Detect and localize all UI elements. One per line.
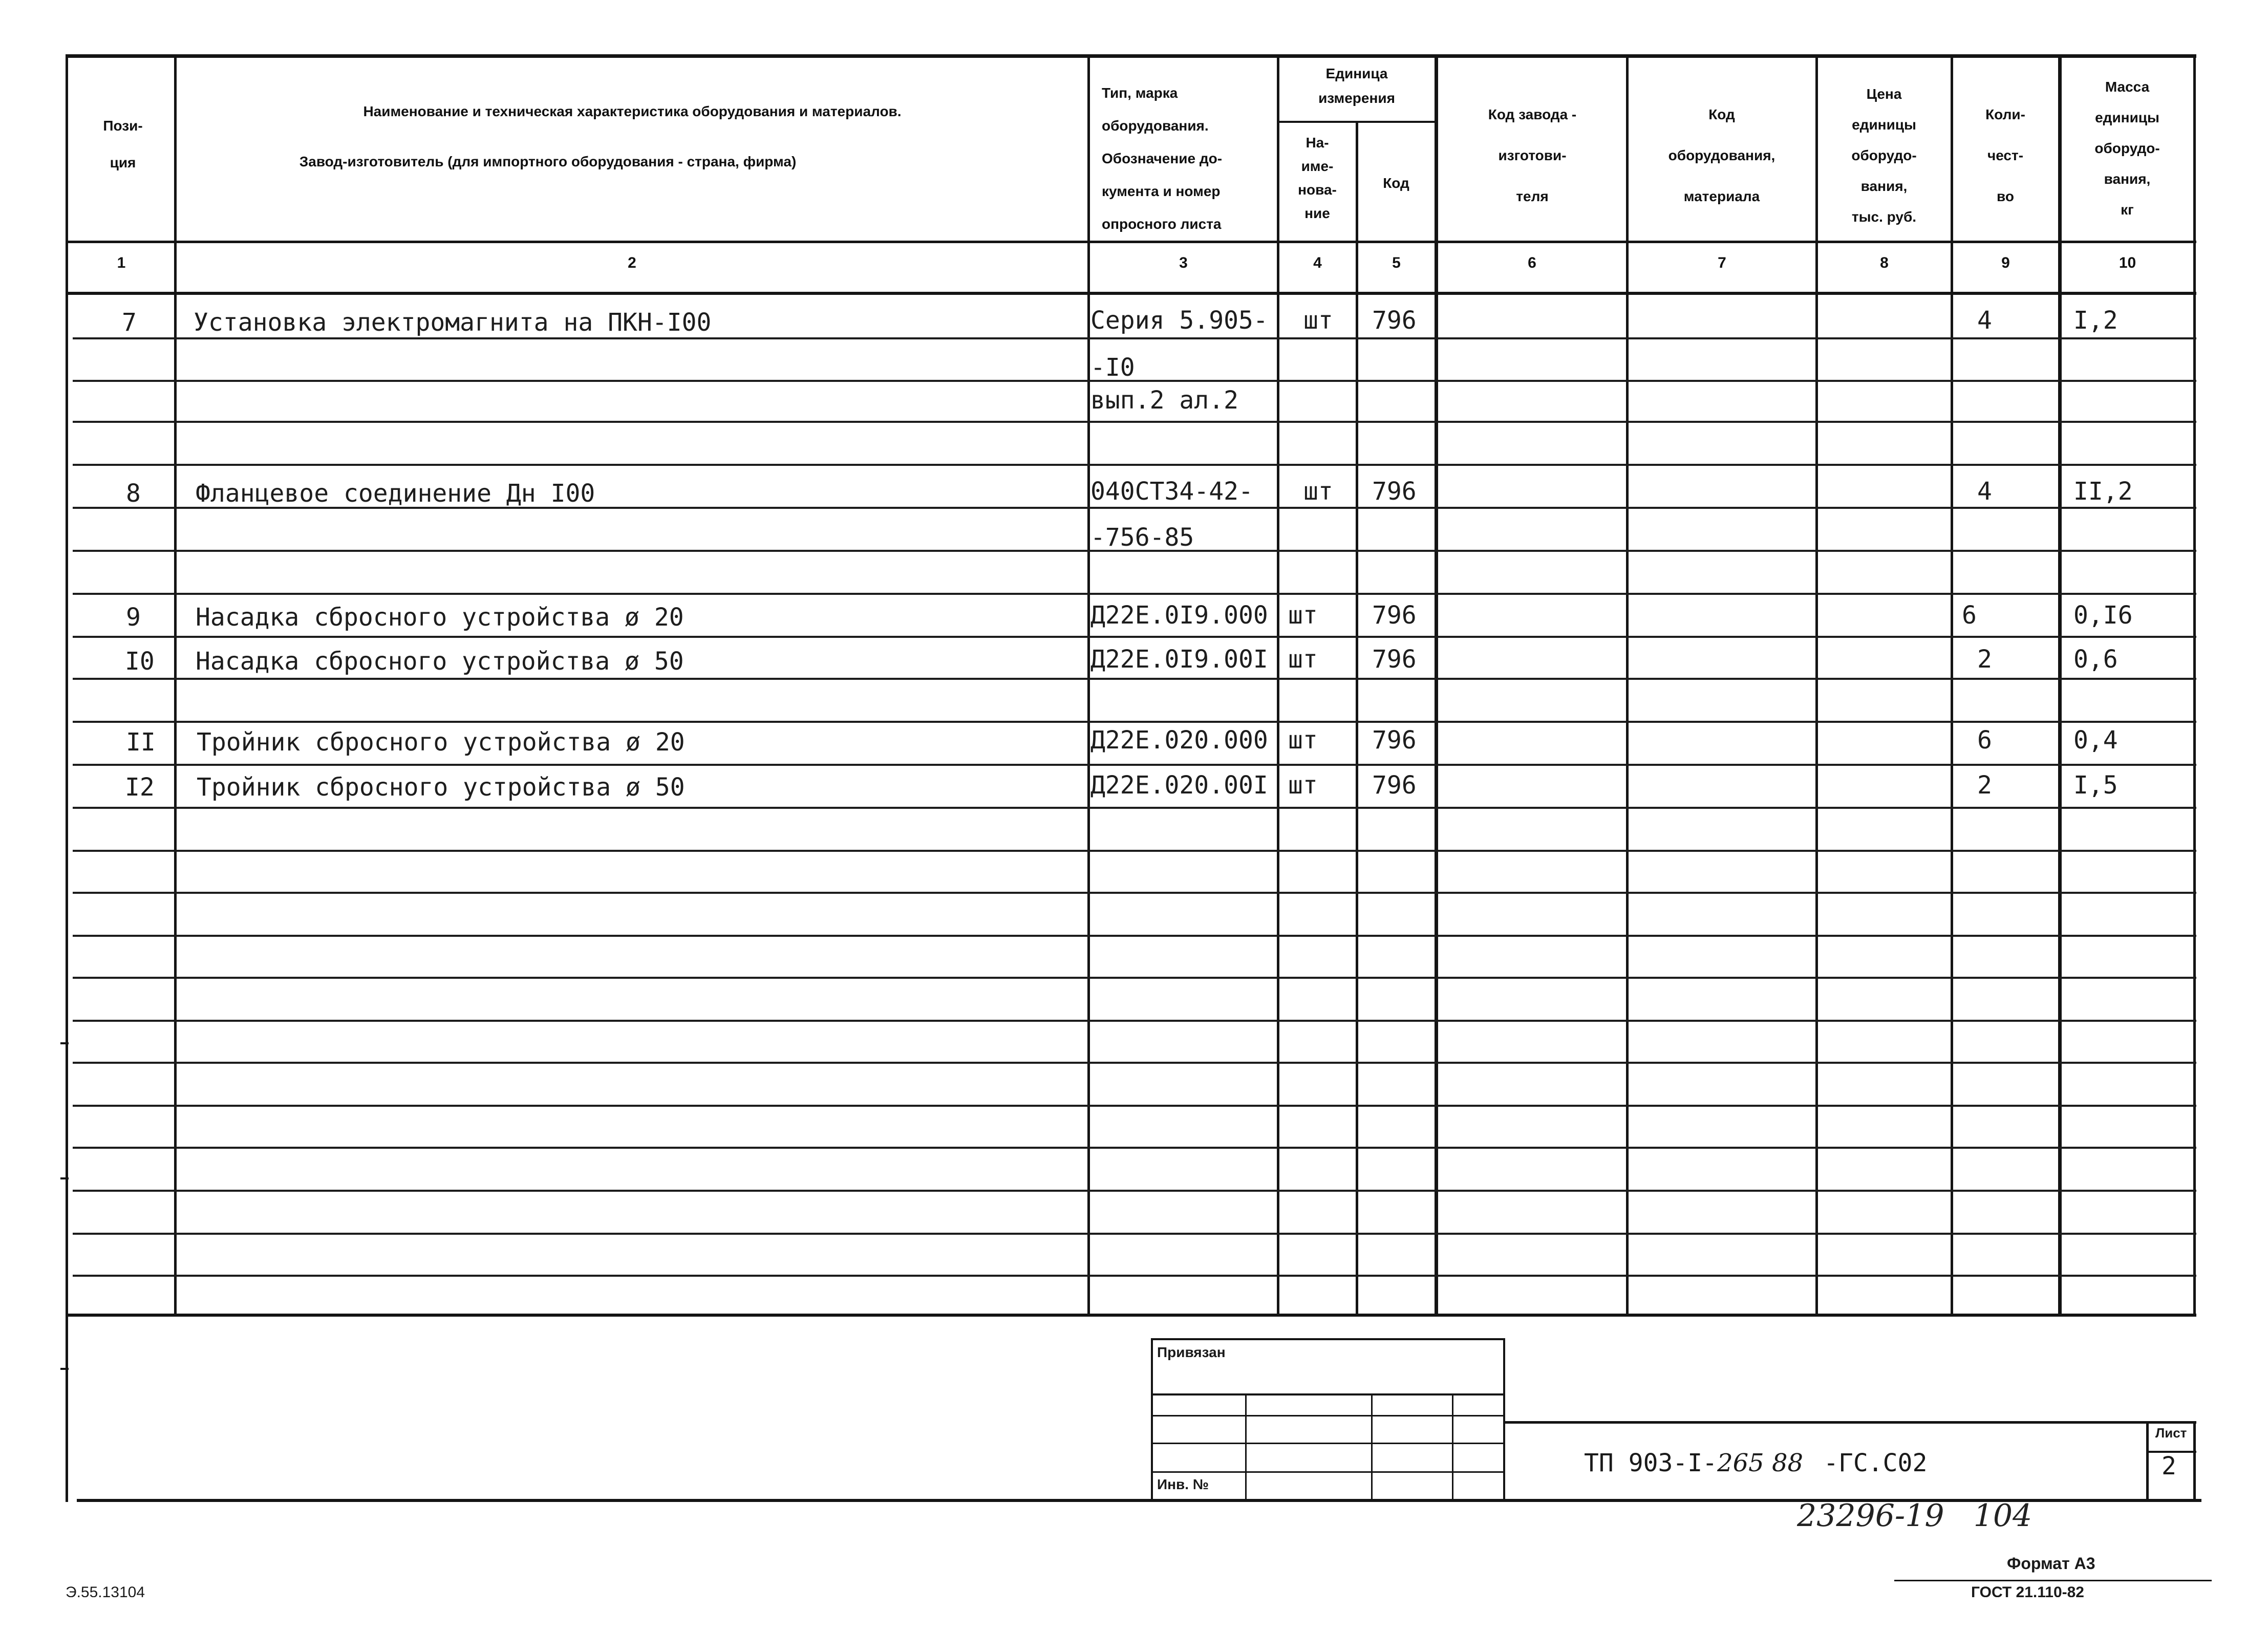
header-quantity: Коли- чест- во — [1985, 106, 2025, 204]
header-position: Пози- ция — [103, 118, 143, 170]
row-unit-code: 796 — [1372, 601, 1417, 630]
table-bottom-border — [66, 1314, 2196, 1317]
row-type-line: вып.2 ал.2 — [1090, 386, 1238, 415]
header-type: Тип, марка оборудования. Обозначение до- кумента и номер опросного листа — [1102, 85, 1223, 232]
format-label: Формат А3 — [2007, 1554, 2095, 1573]
margin-tick — [60, 1042, 69, 1044]
vline-1 — [174, 54, 177, 1317]
colnum-4: 4 — [1313, 254, 1322, 271]
colnum-1: 1 — [117, 254, 126, 271]
document-designation: ТП 903-I-265 88 -ГС.С02 — [1584, 1449, 1928, 1477]
row-type-line: -I0 — [1090, 353, 1135, 382]
row-unit-code: 796 — [1372, 477, 1417, 506]
sheet-label: Лист — [2155, 1425, 2187, 1441]
header-equipment-code: Код оборудования, материала — [1668, 106, 1775, 204]
header-unit-name: На- име- нова- ние — [1298, 135, 1337, 221]
row-position: I0 — [125, 647, 155, 676]
row-name: Фланцевое соединение Дн I00 — [196, 479, 595, 508]
colnum-2: 2 — [628, 254, 636, 271]
row-position: 8 — [126, 479, 141, 508]
row-unit: шт — [1288, 601, 1318, 630]
header-unit-code: Код — [1383, 175, 1409, 191]
margin-tick — [60, 1368, 69, 1370]
row-name: Установка электромагнита на ПКН-I00 — [194, 308, 712, 337]
row-unit-code: 796 — [1372, 306, 1417, 335]
gost-label: ГОСТ 21.110-82 — [1971, 1584, 2084, 1597]
row-quantity: 4 — [1977, 477, 1992, 506]
vline-left — [66, 54, 68, 1502]
vline-right — [2193, 54, 2196, 1317]
vline-2 — [1087, 54, 1090, 1317]
header-factory-code: Код заводa - изготови- теля — [1488, 106, 1577, 204]
row-mass: 0,6 — [2073, 645, 2118, 674]
row-type-line: Серия 5.905- — [1090, 306, 1268, 335]
row-unit: шт — [1288, 645, 1318, 674]
footer-line — [1894, 1580, 2212, 1581]
colnum-8: 8 — [1880, 254, 1889, 271]
row-mass: I,5 — [2073, 771, 2118, 800]
header-name-line2: Завод-изготовитель (для импортного оборудования - страна, фирма) — [299, 154, 797, 169]
vline-3 — [1277, 54, 1279, 1317]
row-mass: I,2 — [2073, 306, 2118, 335]
colnum-7: 7 — [1718, 254, 1726, 271]
row-name: Тройник сбросного устройства ø 50 — [197, 773, 685, 802]
header-price: Цена единицы оборудо- вания, тыс. руб. — [1851, 86, 1917, 225]
row-unit-code: 796 — [1372, 771, 1417, 800]
colnum-3: 3 — [1179, 254, 1188, 271]
vline-8 — [1951, 54, 1953, 1317]
inventory-number-label: Инв. № — [1157, 1476, 1209, 1492]
colnum-bottom-border — [66, 292, 2196, 295]
unit-subheader-line — [1277, 121, 1436, 123]
margin-tick — [60, 1177, 69, 1179]
row-name: Насадка сбросного устройства ø 20 — [196, 603, 684, 632]
row-unit: шт — [1288, 771, 1318, 800]
row-mass: 0,4 — [2073, 726, 2118, 755]
row-unit: шт — [1303, 306, 1333, 335]
row-mass: 0,I6 — [2073, 601, 2133, 630]
row-name: Насадка сбросного устройства ø 50 — [196, 647, 684, 676]
row-type-line: 040СТ34-42- — [1090, 477, 1253, 506]
colnum-9: 9 — [2001, 254, 2010, 271]
row-position: I2 — [125, 773, 155, 802]
row-type-line: Д22Е.0I9.000 — [1090, 601, 1268, 630]
row-name: Тройник сбросного устройства ø 20 — [197, 728, 685, 757]
row-quantity: 2 — [1977, 645, 1992, 674]
header-unit-group: Единица измерения — [1318, 66, 1395, 106]
row-type-line: Д22Е.020.000 — [1090, 726, 1268, 755]
vline-7 — [1815, 54, 1818, 1317]
sheet-number: 2 — [2162, 1452, 2176, 1480]
table-top-border — [66, 54, 2196, 58]
header-bottom-border — [66, 241, 2196, 243]
row-unit: шт — [1288, 726, 1318, 755]
row-type-line: Д22Е.020.00I — [1090, 771, 1268, 800]
colnum-6: 6 — [1528, 254, 1536, 271]
row-position: 9 — [126, 603, 141, 632]
privyazan-label: Привязан — [1157, 1344, 1226, 1360]
row-quantity: 4 — [1977, 306, 1992, 335]
header-name-line1: Наименование и техническая характеристика оборудования и материалов. — [363, 103, 902, 119]
vline-5 — [1435, 54, 1438, 1317]
row-mass: II,2 — [2073, 477, 2133, 506]
vline-6 — [1626, 54, 1629, 1317]
row-type-line: -756-85 — [1090, 523, 1194, 552]
left-footer-code: Э.55.13104 — [66, 1584, 145, 1597]
header-mass: Масса единицы оборудо- вания, кг — [2094, 79, 2160, 218]
row-unit: шт — [1303, 477, 1333, 506]
row-unit-code: 796 — [1372, 726, 1417, 755]
row-position: 7 — [122, 308, 137, 337]
archive-number: 23296-19 104 — [1797, 1498, 2032, 1534]
row-quantity: 2 — [1977, 771, 1992, 800]
row-type-line: Д22Е.0I9.00I — [1090, 645, 1268, 674]
row-quantity: 6 — [1962, 601, 1977, 630]
colnum-5: 5 — [1392, 254, 1401, 271]
vline-4 — [1356, 121, 1358, 1317]
row-unit-code: 796 — [1372, 645, 1417, 674]
vline-9 — [2058, 54, 2062, 1317]
colnum-10: 10 — [2119, 254, 2136, 271]
row-position: II — [126, 728, 156, 757]
row-quantity: 6 — [1977, 726, 1992, 755]
